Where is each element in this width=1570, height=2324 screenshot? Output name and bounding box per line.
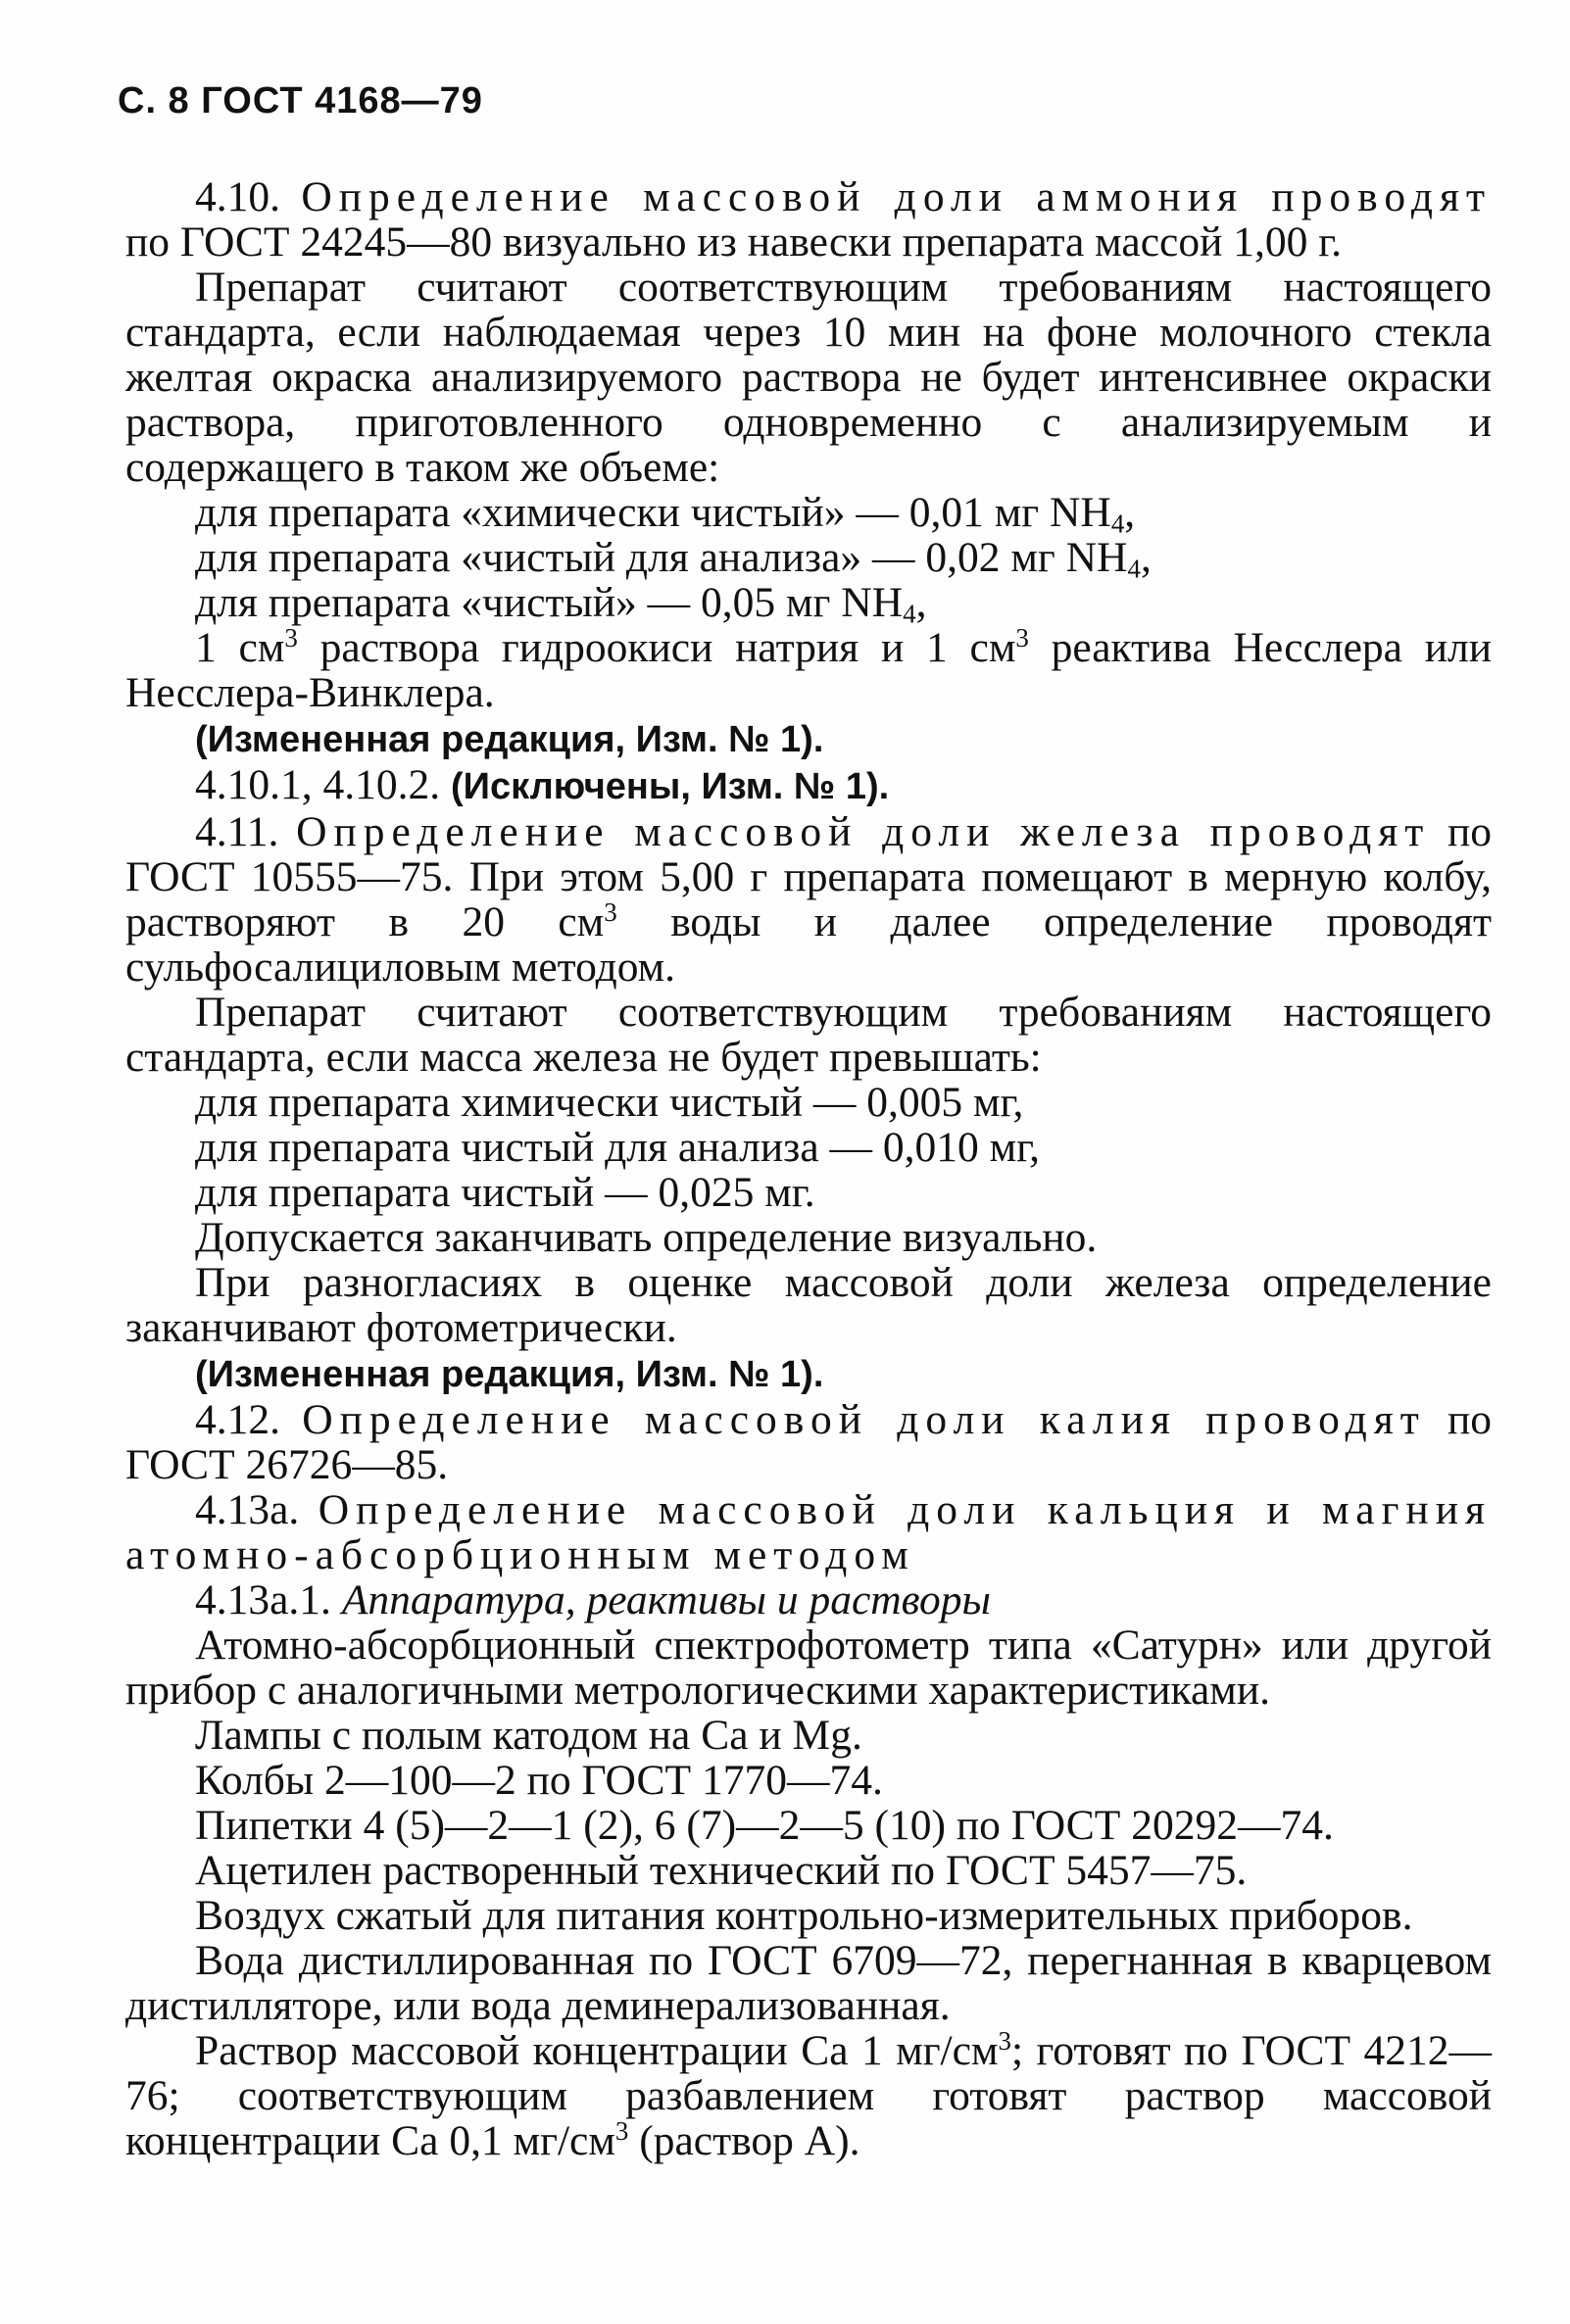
- limit-line-3: [125, 579, 1492, 629]
- section-number: 4.13а.: [195, 1486, 300, 1533]
- dispute-note: При разногласиях в оценке массовой доли железа определение заканчивают фотометрически.: [125, 1259, 1492, 1351]
- iron-limit-3: для препарата чистый — 0,025 мг.: [195, 1169, 815, 1216]
- section-number: 4.11.: [195, 808, 279, 855]
- text: Раствор массовой концентрации Са 1 мг/см: [195, 2027, 999, 2074]
- section-title-spaced: Определение массовой доли железа проводят: [296, 808, 1431, 855]
- visual-permission: Допускается заканчивать определение визуально.: [195, 1214, 1098, 1261]
- text: ; готовят по ГОСТ 4212—76; соответствующим разбавлением готовят раствор массовой концентрации Са 0,1 мг/см: [125, 2027, 1492, 2164]
- text: 1 см: [195, 624, 285, 671]
- paragraph-4-12: [125, 1397, 1492, 1487]
- equipment-item: Колбы 2—100—2 по ГОСТ 1770—74.: [195, 1757, 883, 1804]
- section-title-spaced: Определение массовой доли аммония проводят: [301, 173, 1492, 220]
- equipment-item: Пипетки 4 (5)—2—1 (2), 6 (7)—2—5 (10) по ГОСТ 20292—74.: [195, 1802, 1334, 1849]
- superscript: 3: [614, 2116, 629, 2147]
- amendment-text: (Измененная редакция, Изм. № 1).: [195, 719, 824, 760]
- paragraph-4-13a-1: [125, 1577, 1492, 1622]
- equipment-item: Вода дистиллированная по ГОСТ 6709—72, перегнанная в кварцевом дистилляторе, или вода деминерализованная.: [125, 1937, 1492, 2029]
- iron-limit-1: для препарата химически чистый — 0,005 мг,: [195, 1079, 1024, 1126]
- equipment-item: Воздух сжатый для питания контрольно-измерительных приборов.: [195, 1892, 1413, 1939]
- limit-text: для препарата «чистый для анализа» — 0,02 мг NH: [195, 534, 1128, 581]
- reagent-paragraph: [125, 625, 1492, 715]
- clause-numbers: 4.10.1, 4.10.2.: [195, 761, 451, 808]
- punct: ,: [915, 579, 927, 626]
- paragraph-4-10: [125, 174, 1492, 265]
- punct: ,: [1124, 489, 1136, 536]
- subscript: 4: [1110, 508, 1125, 539]
- equipment-item: Атомно-абсорбционный спектрофотометр типа «Сатурн» или другой прибор с аналогичными метрологическими характеристиками.: [125, 1622, 1492, 1714]
- amendment-note-1: [125, 715, 1492, 762]
- text: раствора гидроокиси натрия и 1 см: [297, 624, 1016, 671]
- section-number: 4.12.: [195, 1396, 280, 1443]
- paragraph-text: по ГОСТ 10555—75. При этом 5,00 г препарата помещают в мерную колбу, растворяют в 20 см: [125, 808, 1492, 945]
- superscript: 3: [1015, 623, 1029, 654]
- paragraph-4-11-requirement: Препарат считают соответствующим требованиям настоящего стандарта, если масса железа не будет превышать:: [125, 989, 1492, 1081]
- limit-text: для препарата «химически чистый» — 0,01 мг NH: [195, 489, 1111, 536]
- excluded-note: (Исключены, Изм. № 1).: [451, 766, 890, 807]
- iron-limit-2: для препарата чистый для анализа — 0,010 мг,: [195, 1124, 1040, 1171]
- page-header: С. 8 ГОСТ 4168—79: [118, 80, 483, 121]
- amendment-text: (Измененная редакция, Изм. № 1).: [195, 1354, 824, 1395]
- amendment-note-2: [125, 1350, 1492, 1397]
- superscript: 3: [284, 623, 298, 654]
- subscript: 4: [1127, 554, 1141, 584]
- paragraph-4-11: [125, 809, 1492, 990]
- limit-line-1: [125, 489, 1492, 539]
- text: реактива Несслера или Несслера-Винклера.: [125, 624, 1492, 716]
- paragraph-4-10-requirement: Препарат считают соответствующим требованиям настоящего стандарта, если наблюдаемая через 10 мин на фоне молочного стекла желтая окраска анализируемого раствора не будет интенсивнее окраски раствора, приготовленного одновременно с анализируемым и содержащего в таком же объеме:: [125, 264, 1492, 491]
- section-number: 4.10.: [195, 173, 280, 220]
- text: (раствор А).: [628, 2117, 860, 2164]
- superscript: 3: [604, 897, 617, 928]
- excluded-clauses: [125, 762, 1492, 809]
- equipment-item: Лампы с полым катодом на Са и Mg.: [195, 1712, 862, 1759]
- subscript: 4: [903, 599, 916, 629]
- paragraph-text: по ГОСТ 26726—85.: [125, 1396, 1493, 1488]
- section-title-spaced: Определение массовой доли калия проводят: [302, 1396, 1426, 1443]
- limit-line-2: [125, 534, 1492, 584]
- solution-paragraph: [125, 2028, 1492, 2163]
- paragraph-text: воды и далее определение проводят сульфосалициловым методом.: [125, 898, 1492, 991]
- superscript: 3: [998, 2026, 1011, 2057]
- punct: ,: [1140, 534, 1152, 581]
- limit-text: для препарата «чистый» — 0,05 мг NH: [195, 579, 904, 626]
- section-number: 4.13а.1.: [195, 1576, 331, 1623]
- document-body: [125, 174, 1492, 2163]
- section-title-spaced: Определение массовой доли кальция и магния атомно-абсорбционным методом: [125, 1486, 1492, 1578]
- equipment-item: Ацетилен растворенный технический по ГОСТ 5457—75.: [195, 1847, 1248, 1894]
- paragraph-4-13a: [125, 1487, 1492, 1577]
- subsection-title: Аппаратура, реактивы и растворы: [341, 1576, 991, 1623]
- paragraph-text: по ГОСТ 24245—80 визуально из навески препарата массой 1,00 г.: [125, 218, 1343, 266]
